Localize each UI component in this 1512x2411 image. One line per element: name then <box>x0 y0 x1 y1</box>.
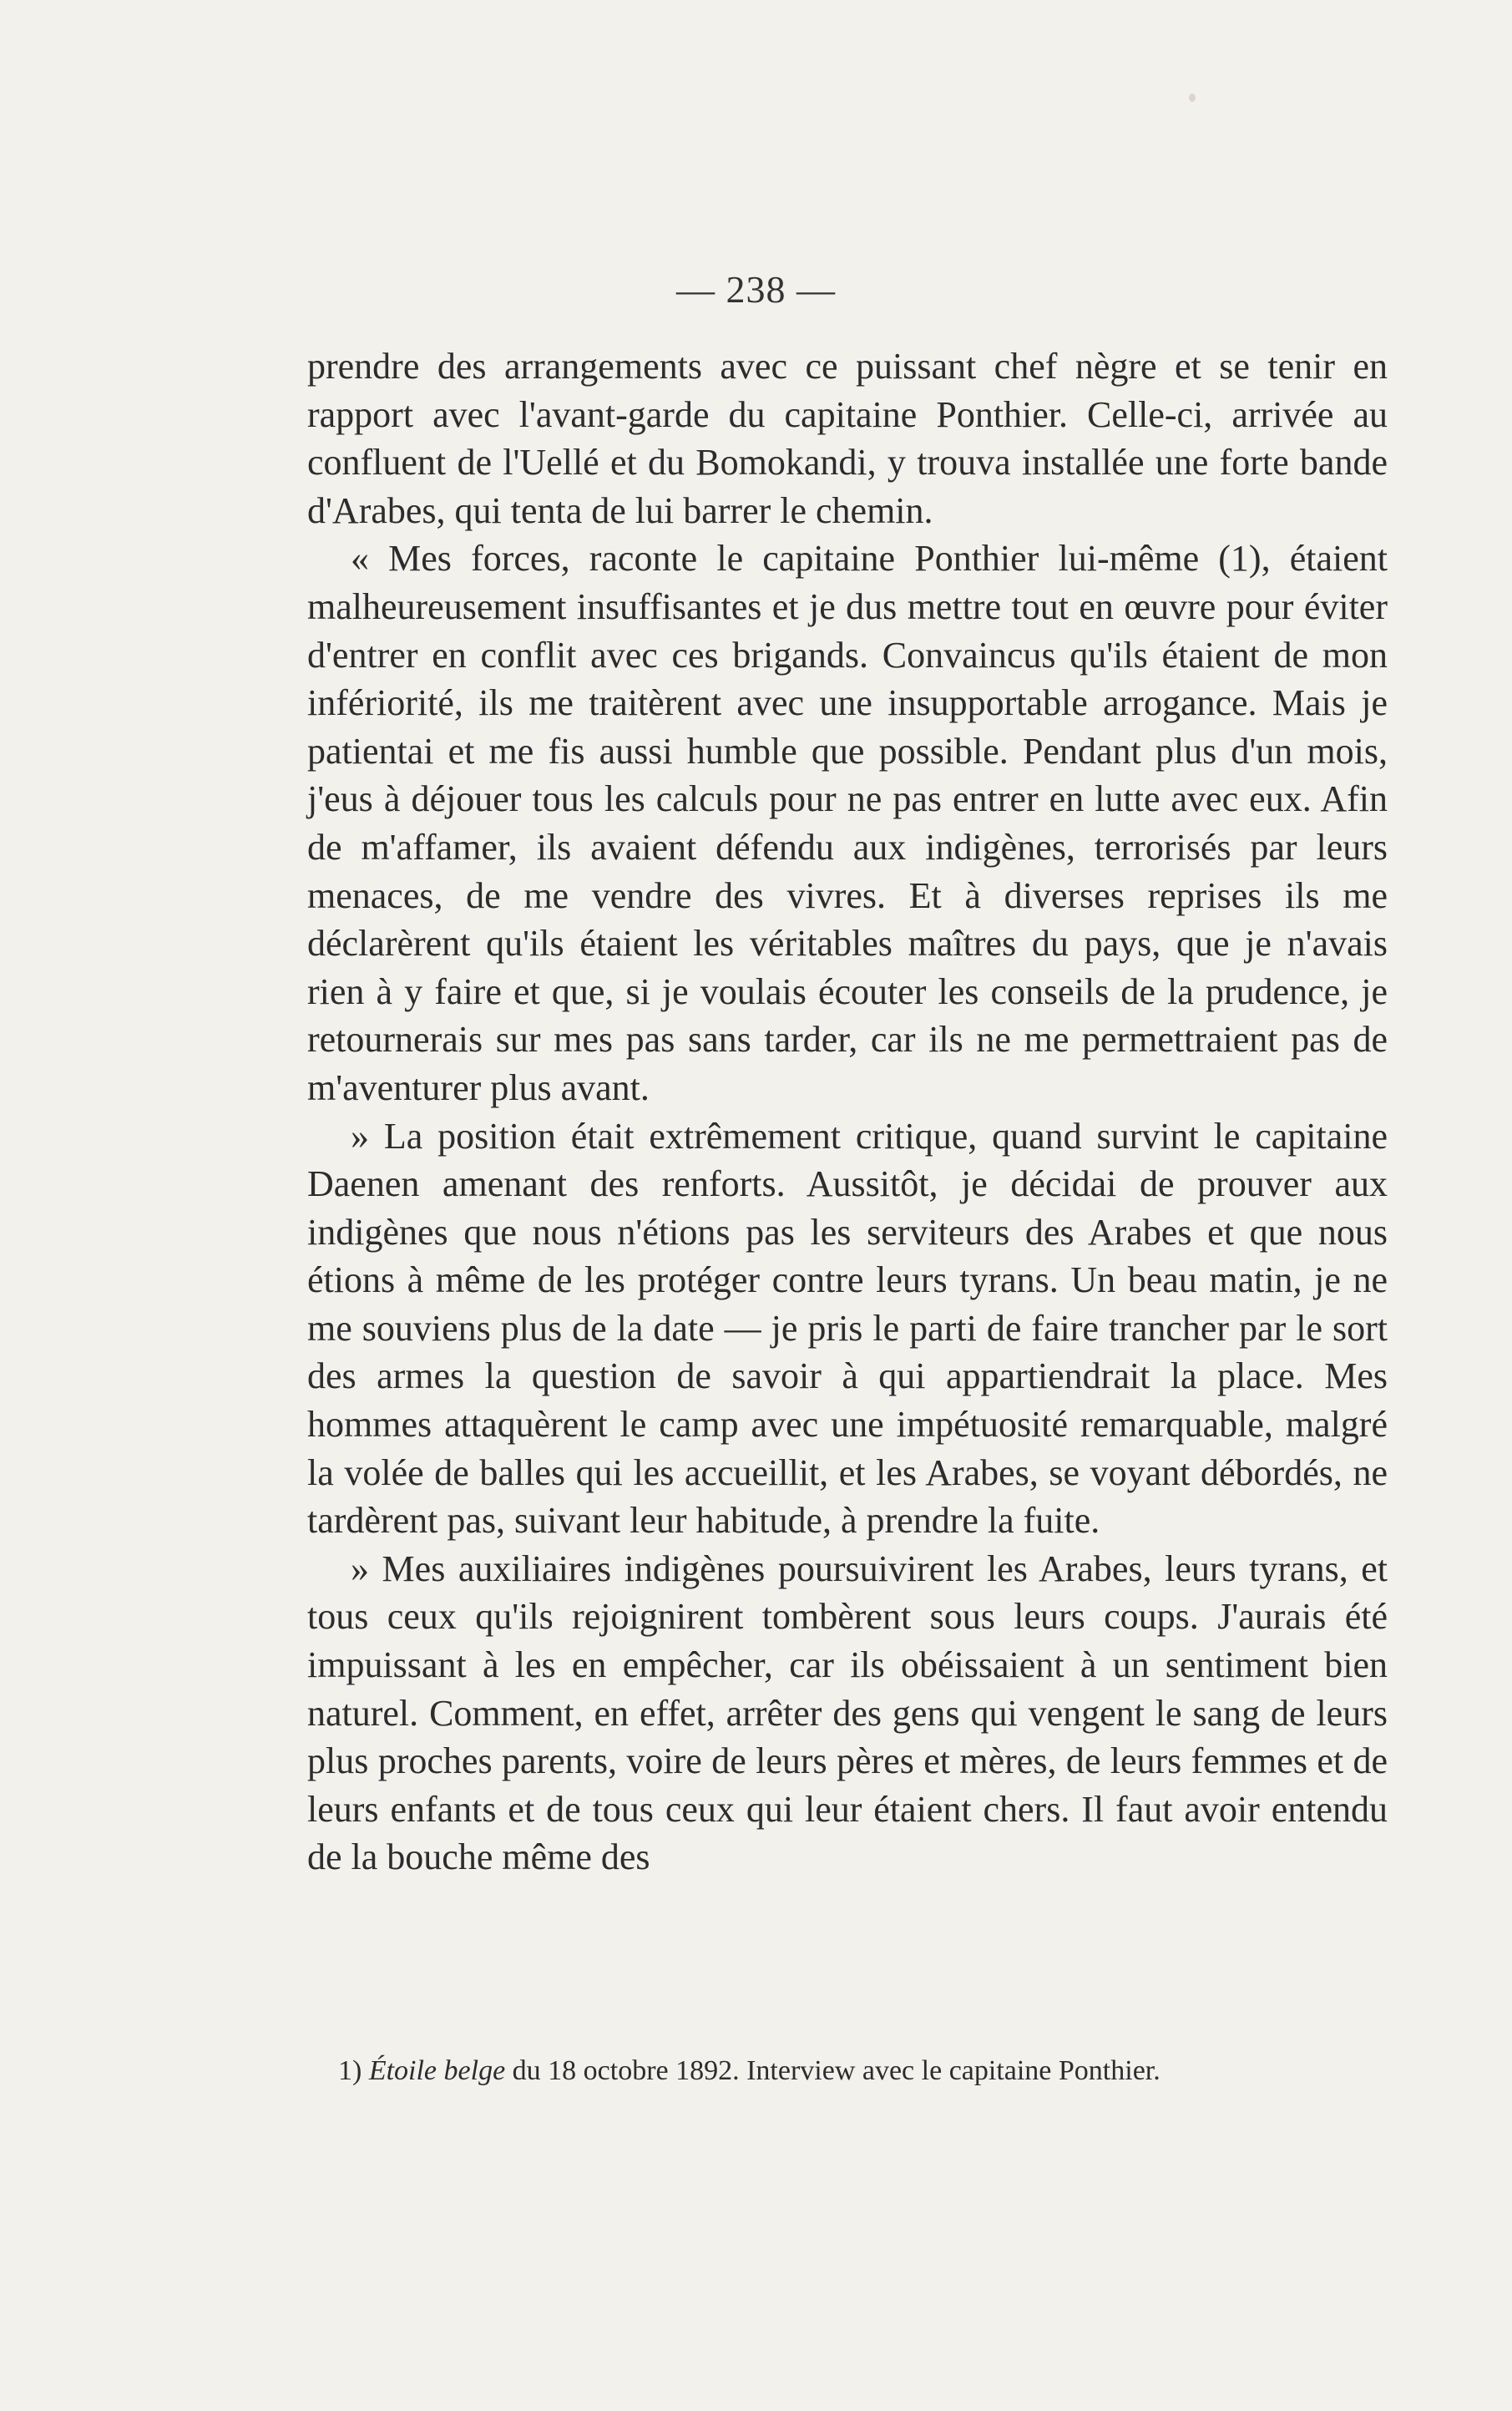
footnote-text: du 18 octobre 1892. Interview avec le capitaine Ponthier. <box>512 2055 1161 2086</box>
footnote-source: Étoile belge <box>368 2055 506 2086</box>
paragraph-2: « Mes forces, raconte le capitaine Ponthier lui-même (1), étaient malheureusement insuffisantes et je dus mettre tout en œuvre pour éviter d'entrer en conflit avec ces brigands. Convaincus qu'ils étaient de mon infériorité, ils me traitèrent avec une insupportable arrogance. Mais je patientai et me fis aussi humble que possible. Pendant plus d'un mois, j'eus à déjouer tous les calculs pour ne pas entrer en lutte avec eux. Afin de m'affamer, ils avaient défendu aux indigènes, terrorisés par leurs menaces, de me vendre des vivres. Et à diverses reprises ils me déclarèrent qu'ils étaient les véritables maîtres du pays, que je n'avais rien à y faire et que, si je voulais écouter les conseils de la prudence, je retournerais sur mes pas sans tarder, car ils ne me permettraient pas de m'aventurer plus avant. <box>307 538 1388 1108</box>
paragraph-4: » Mes auxiliaires indigènes poursuivirent les Arabes, leurs tyrans, et tous ceux qu'ils rejoignirent tombèrent sous leurs coups. J'aurais été impuissant à les en empêcher, car ils obéissaient à un sentiment bien naturel. Comment, en effet, arrêter des gens qui vengent le sang de leurs plus proches parents, voire de leurs pères et mères, de leurs femmes et de leurs enfants et de tous ceux qui leur étaient chers. Il faut avoir entendu de la bouche même des <box>307 1547 1388 1878</box>
page-number: — 238 — <box>676 268 836 311</box>
footnote <box>338 2053 1424 2089</box>
paragraph-1: prendre des arrangements avec ce puissant chef nègre et se tenir en rapport avec l'avant-garde du capitaine Ponthier. Celle-ci, arrivée au confluent de l'Uellé et du Bomokandi, y trouva installée une forte bande d'Arabes, qui tenta de lui barrer le chemin. <box>307 346 1388 531</box>
paper-speck <box>1189 94 1196 102</box>
body-text <box>307 342 1388 1882</box>
paragraph-3: » La position était extrêmement critique, quand survint le capitaine Daenen amenant des renforts. Aussitôt, je décidai de prouver aux indigènes que nous n'étions pas les serviteurs des Arabes et que nous étions à même de les protéger contre leurs tyrans. Un beau matin, je ne me souviens plus de la date — je pris le parti de faire trancher par le sort des armes la question de savoir à qui appartiendrait la place. Mes hommes attaquèrent le camp avec une impétuosité remarquable, malgré la volée de balles qui les accueillit, et les Arabes, se voyant débordés, ne tardèrent pas, suivant leur habitude, à prendre la fuite. <box>307 1115 1388 1542</box>
footnote-marker: 1) <box>338 2055 362 2086</box>
